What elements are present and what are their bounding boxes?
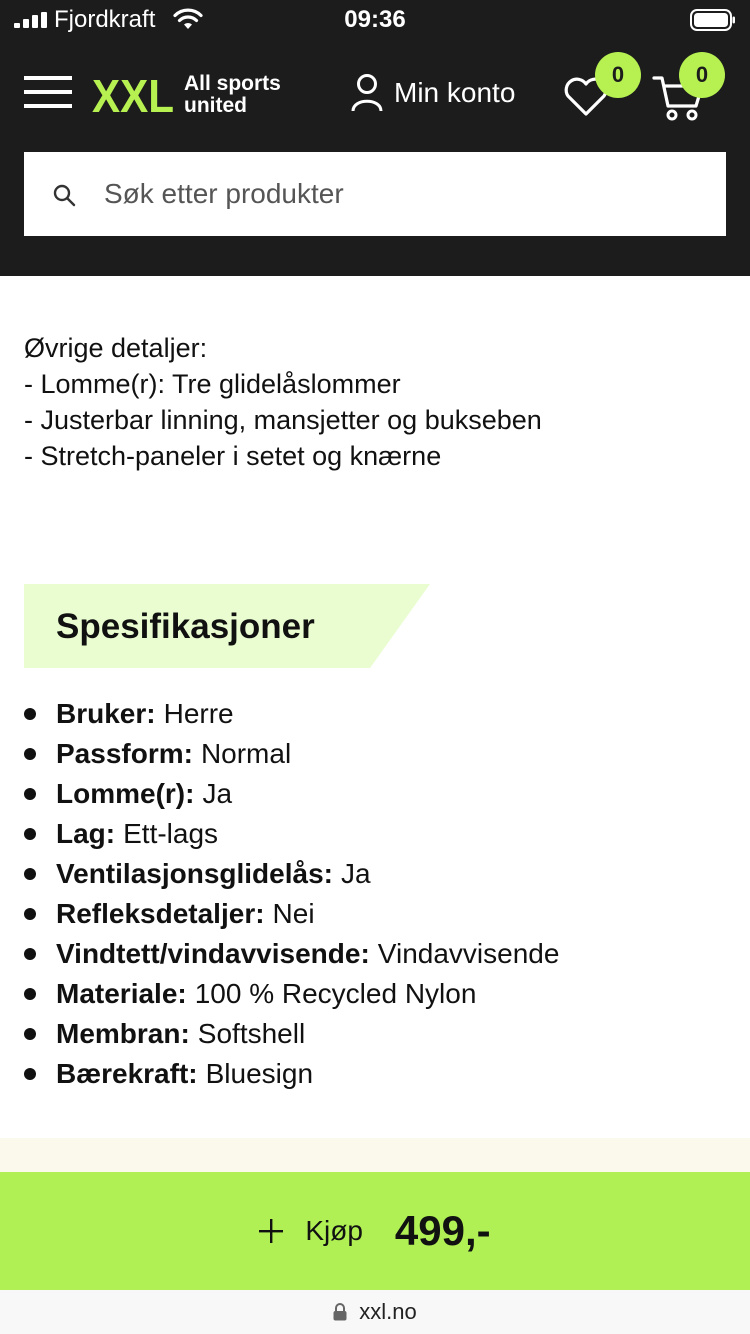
bullet bbox=[24, 948, 36, 960]
spec-value: Herre bbox=[163, 698, 234, 729]
specifications-heading: Spesifikasjoner bbox=[56, 607, 315, 646]
browser-url-bar[interactable] bbox=[0, 1290, 750, 1334]
account-link[interactable] bbox=[350, 70, 515, 116]
spec-key: Passform: bbox=[56, 738, 193, 769]
carrier-name: Fjordkraft bbox=[54, 6, 156, 33]
spec-key: Bærekraft: bbox=[56, 1058, 198, 1089]
bullet bbox=[24, 828, 36, 840]
bullet bbox=[24, 868, 36, 880]
spec-key: Membran: bbox=[56, 1018, 190, 1049]
spec-item-vindtett bbox=[20, 934, 740, 974]
spec-key: Lomme(r): bbox=[56, 778, 195, 809]
spec-item-bruker bbox=[20, 694, 740, 734]
search-icon bbox=[52, 183, 76, 207]
wishlist-count-badge: 0 bbox=[595, 52, 641, 98]
spec-item-passform bbox=[20, 734, 740, 774]
logo-wordmark: XXL bbox=[92, 70, 174, 118]
product-details bbox=[24, 330, 724, 474]
battery-icon bbox=[690, 9, 736, 31]
spec-value: Ja bbox=[340, 858, 371, 889]
spec-value: Bluesign bbox=[205, 1058, 314, 1089]
url-text: xxl.no bbox=[359, 1299, 417, 1324]
spec-item-refleks bbox=[20, 894, 740, 934]
details-line: - Stretch-paneler i setet og knærne bbox=[24, 441, 442, 471]
cellular-signal-icon bbox=[14, 12, 48, 28]
details-line: - Lomme(r): Tre glidelåslommer bbox=[24, 369, 401, 399]
bullet bbox=[24, 1068, 36, 1080]
status-time: 09:36 bbox=[344, 6, 406, 33]
spec-value: Ett-lags bbox=[123, 818, 219, 849]
details-heading: Øvrige detaljer: bbox=[24, 333, 208, 363]
spec-item-baerekraft bbox=[20, 1054, 740, 1094]
spec-value: Nei bbox=[272, 898, 315, 929]
search-bar[interactable] bbox=[24, 152, 726, 236]
lock-icon bbox=[333, 1303, 347, 1321]
search-input[interactable] bbox=[104, 152, 704, 236]
wifi-icon bbox=[172, 8, 204, 30]
buy-bar-top-strip bbox=[0, 1138, 750, 1174]
spec-value: Softshell bbox=[197, 1018, 306, 1049]
spec-key: Refleksdetaljer: bbox=[56, 898, 265, 929]
spec-value: Normal bbox=[200, 738, 292, 769]
bullet bbox=[24, 788, 36, 800]
spec-value: 100 % Recycled Nylon bbox=[194, 978, 477, 1009]
bullet bbox=[24, 988, 36, 1000]
status-bar bbox=[0, 0, 750, 40]
menu-icon[interactable] bbox=[24, 74, 72, 110]
buy-button[interactable] bbox=[0, 1172, 750, 1290]
logo-tagline-line1: All sports bbox=[184, 72, 281, 95]
spec-item-materiale bbox=[20, 974, 740, 1014]
bullet bbox=[24, 748, 36, 760]
bullet bbox=[24, 1028, 36, 1040]
spec-key: Lag: bbox=[56, 818, 116, 849]
spec-item-lag bbox=[20, 814, 740, 854]
spec-key: Vindtett/vindavvisende: bbox=[56, 938, 370, 969]
spec-value: Vindavvisende bbox=[377, 938, 560, 969]
spec-key: Ventilasjonsglidelås: bbox=[56, 858, 333, 889]
spec-item-ventilasjon bbox=[20, 854, 740, 894]
plus-icon bbox=[259, 1219, 283, 1243]
spec-item-lommer bbox=[20, 774, 740, 814]
spec-value: Ja bbox=[202, 778, 233, 809]
account-label: Min konto bbox=[394, 77, 516, 108]
logo-tagline-line2: united bbox=[184, 94, 247, 117]
spec-item-membran bbox=[20, 1014, 740, 1054]
details-line: - Justerbar linning, mansjetter og bukseben bbox=[24, 405, 542, 435]
buy-price: 499,- bbox=[394, 1207, 491, 1254]
xxl-logo[interactable] bbox=[92, 70, 292, 118]
buy-label: Kjøp bbox=[305, 1215, 363, 1246]
cart-count-badge: 0 bbox=[679, 52, 725, 98]
site-header bbox=[0, 40, 750, 276]
bullet bbox=[24, 708, 36, 720]
spec-key: Materiale: bbox=[56, 978, 187, 1009]
spec-key: Bruker: bbox=[56, 698, 156, 729]
bullet bbox=[24, 908, 36, 920]
user-icon bbox=[350, 73, 384, 113]
specifications-list bbox=[20, 694, 740, 1094]
